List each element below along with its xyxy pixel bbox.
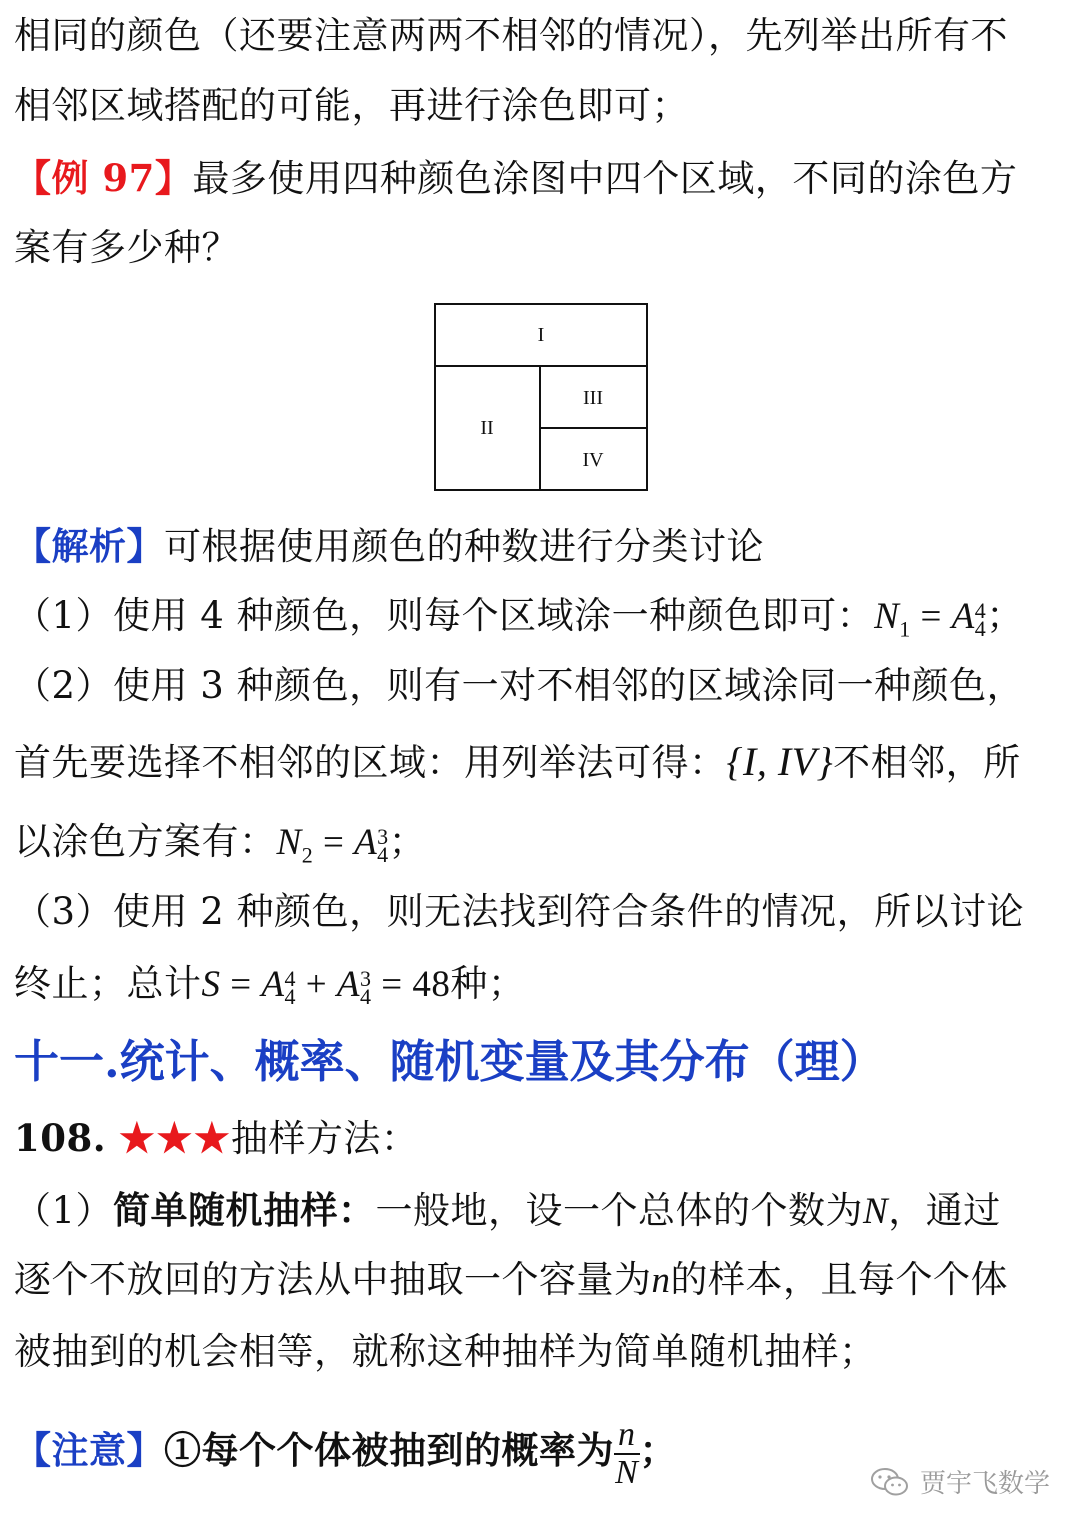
region-label-2: II: [480, 417, 494, 439]
case-2-line-1: （2）使用 3 种颜色，则有一对不相邻的区域涂同一种颜色，: [14, 664, 1025, 707]
item-108-p2: 逐个不放回的方法从中抽取一个容量为n的样本，且每个个体: [14, 1258, 1008, 1301]
case-3-formula: S = A 4 4 + A 3 4 = 48: [201, 964, 451, 1009]
note-tag: 【注意】: [14, 1428, 164, 1472]
case-1-text: （1）使用 4 种颜色，则每个区域涂一种颜色即可：: [14, 594, 875, 637]
region-label-4: IV: [582, 449, 604, 471]
example-line-1: [14, 154, 1068, 203]
term-simple-random-sampling: 简单随机抽样：: [113, 1188, 376, 1232]
case-2-line-3: 以涂色方案有：$N_2 = A$ 3 4 ；: [14, 820, 427, 868]
case-2-set: {I, IV}: [726, 739, 834, 784]
example-tag: 【例 97】: [14, 156, 193, 200]
item-108-title: [14, 1114, 1068, 1163]
section-heading: 十一.统计、概率、随机变量及其分布（理）: [14, 1035, 885, 1088]
wechat-icon: [870, 1466, 910, 1498]
example-text-1: 最多使用四种颜色涂图中四个区域，不同的涂色方: [192, 157, 1018, 200]
note-text: ①每个个体被抽到的概率为: [164, 1428, 614, 1472]
case-2-line-2: 首先要选择不相邻的区域：用列举法可得：{I, IV}不相邻，所: [14, 739, 1021, 784]
analysis-tag: 【解析】: [14, 524, 164, 568]
case-3-line-1: （3）使用 2 种颜色，则无法找到符合条件的情况，所以讨论: [14, 890, 1025, 933]
case-1-formula: $N_1 = A$ 4 4: [874, 596, 987, 642]
watermark-text: 贾宇飞数学: [919, 1469, 1050, 1499]
analysis-text: 可根据使用颜色的种数进行分类讨论: [164, 525, 764, 568]
case-3-line-2: 终止；总计S = A 4 4 + A 3 4 = 48种；: [14, 962, 526, 1009]
intro-line-1: 相同的颜色（还要注意两两不相邻的情况），先列举出所有不: [14, 14, 1008, 57]
region-label-1: I: [537, 324, 545, 346]
watermark: [870, 1463, 1050, 1500]
intro-line-2: 相邻区域搭配的可能，再进行涂色即可；: [14, 84, 689, 127]
region-label-3: III: [583, 387, 603, 409]
region-diagram: [434, 303, 650, 493]
probability-fraction: $\frac{n}{N}$: [615, 1415, 639, 1491]
item-108-p3: 被抽到的机会相等，就称这种抽样为简单随机抽样；: [14, 1330, 877, 1373]
item-number: 108.: [14, 1116, 107, 1160]
item-title: 抽样方法：: [230, 1117, 419, 1160]
item-108-p1: （1）简单随机抽样：一般地，设一个总体的个数为N，通过: [14, 1188, 1001, 1232]
example-line-2: 案有多少种？: [14, 226, 239, 269]
case-2-formula: $N_2 = A$ 3 4: [276, 822, 389, 868]
analysis-line: [14, 522, 1068, 571]
case-1-line: （1）使用 4 种颜色，则每个区域涂一种颜色即可：$N_1 = A$ 4 4 ；: [14, 594, 1024, 642]
star-rating: ★★★: [118, 1117, 231, 1160]
note-line: 【注意】①每个个体被抽到的概率为 $\frac{n}{N}$ ；: [14, 1415, 677, 1491]
